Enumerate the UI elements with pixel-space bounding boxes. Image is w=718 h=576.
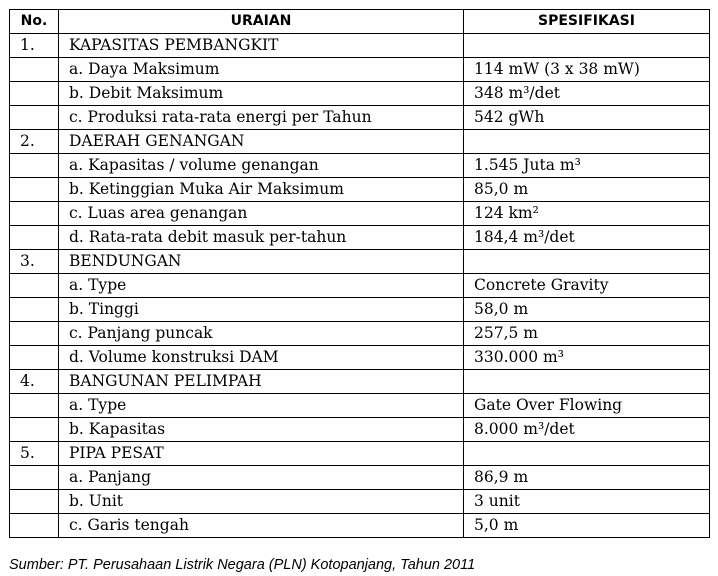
column-header-no: No.: [10, 10, 59, 34]
specification-value-cell: 114 mW (3 x 38 mW): [464, 58, 710, 82]
table-row: [10, 514, 710, 538]
row-number-cell: 4.: [10, 370, 59, 394]
item-label-cell: a. Daya Maksimum: [59, 58, 464, 82]
row-number-cell: [10, 202, 59, 226]
row-number-cell: [10, 274, 59, 298]
section-row: [10, 442, 710, 466]
specification-value-cell: [464, 370, 710, 394]
specification-value-cell: 5,0 m: [464, 514, 710, 538]
item-label-cell: b. Debit Maksimum: [59, 82, 464, 106]
specification-sheet: [9, 9, 709, 538]
item-label-cell: c. Luas area genangan: [59, 202, 464, 226]
row-number-cell: [10, 322, 59, 346]
row-number-cell: [10, 58, 59, 82]
source-caption: Sumber: PT. Perusahaan Listrik Negara (PLN) Kotopanjang, Tahun 2011: [9, 557, 476, 573]
item-label-cell: d. Volume konstruksi DAM: [59, 346, 464, 370]
item-label-cell: b. Unit: [59, 490, 464, 514]
table-body: [10, 34, 710, 538]
specification-value-cell: 184,4 m³/det: [464, 226, 710, 250]
specification-value-cell: 1.545 Juta m³: [464, 154, 710, 178]
table-header-row: [10, 10, 710, 34]
specification-value-cell: 3 unit: [464, 490, 710, 514]
item-label-cell: c. Panjang puncak: [59, 322, 464, 346]
row-number-cell: 5.: [10, 442, 59, 466]
section-title-cell: DAERAH GENANGAN: [59, 130, 464, 154]
table-row: [10, 202, 710, 226]
row-number-cell: [10, 82, 59, 106]
table-row: [10, 418, 710, 442]
table-row: [10, 106, 710, 130]
table-row: [10, 274, 710, 298]
section-row: [10, 34, 710, 58]
row-number-cell: 3.: [10, 250, 59, 274]
section-row: [10, 250, 710, 274]
row-number-cell: [10, 346, 59, 370]
item-label-cell: d. Rata-rata debit masuk per-tahun: [59, 226, 464, 250]
row-number-cell: [10, 178, 59, 202]
specification-value-cell: [464, 34, 710, 58]
item-label-cell: c. Produksi rata-rata energi per Tahun: [59, 106, 464, 130]
row-number-cell: [10, 106, 59, 130]
section-title-cell: BANGUNAN PELIMPAH: [59, 370, 464, 394]
specification-value-cell: 542 gWh: [464, 106, 710, 130]
specification-value-cell: 348 m³/det: [464, 82, 710, 106]
specification-value-cell: [464, 442, 710, 466]
item-label-cell: a. Type: [59, 274, 464, 298]
row-number-cell: [10, 226, 59, 250]
table-row: [10, 226, 710, 250]
table-row: [10, 298, 710, 322]
specification-value-cell: 330.000 m³: [464, 346, 710, 370]
table-row: [10, 322, 710, 346]
table-row: [10, 154, 710, 178]
row-number-cell: [10, 418, 59, 442]
table-row: [10, 178, 710, 202]
specification-value-cell: 8.000 m³/det: [464, 418, 710, 442]
row-number-cell: [10, 394, 59, 418]
section-row: [10, 130, 710, 154]
section-title-cell: PIPA PESAT: [59, 442, 464, 466]
row-number-cell: [10, 514, 59, 538]
item-label-cell: a. Kapasitas / volume genangan: [59, 154, 464, 178]
row-number-cell: [10, 154, 59, 178]
column-header-uraian: URAIAN: [59, 10, 464, 34]
specification-value-cell: 86,9 m: [464, 466, 710, 490]
specification-value-cell: 58,0 m: [464, 298, 710, 322]
section-row: [10, 370, 710, 394]
specification-value-cell: Concrete Gravity: [464, 274, 710, 298]
row-number-cell: [10, 466, 59, 490]
column-header-spesifikasi: SPESIFIKASI: [464, 10, 710, 34]
item-label-cell: b. Tinggi: [59, 298, 464, 322]
row-number-cell: 1.: [10, 34, 59, 58]
row-number-cell: [10, 490, 59, 514]
section-title-cell: BENDUNGAN: [59, 250, 464, 274]
specification-value-cell: 85,0 m: [464, 178, 710, 202]
item-label-cell: a. Panjang: [59, 466, 464, 490]
specification-value-cell: 257,5 m: [464, 322, 710, 346]
table-row: [10, 82, 710, 106]
table-row: [10, 58, 710, 82]
table-row: [10, 346, 710, 370]
table-row: [10, 490, 710, 514]
specification-value-cell: Gate Over Flowing: [464, 394, 710, 418]
table-row: [10, 394, 710, 418]
specification-value-cell: [464, 130, 710, 154]
specification-table: [9, 9, 710, 538]
item-label-cell: b. Ketinggian Muka Air Maksimum: [59, 178, 464, 202]
specification-value-cell: 124 km²: [464, 202, 710, 226]
row-number-cell: [10, 298, 59, 322]
section-title-cell: KAPASITAS PEMBANGKIT: [59, 34, 464, 58]
item-label-cell: c. Garis tengah: [59, 514, 464, 538]
specification-value-cell: [464, 250, 710, 274]
item-label-cell: a. Type: [59, 394, 464, 418]
table-row: [10, 466, 710, 490]
row-number-cell: 2.: [10, 130, 59, 154]
item-label-cell: b. Kapasitas: [59, 418, 464, 442]
